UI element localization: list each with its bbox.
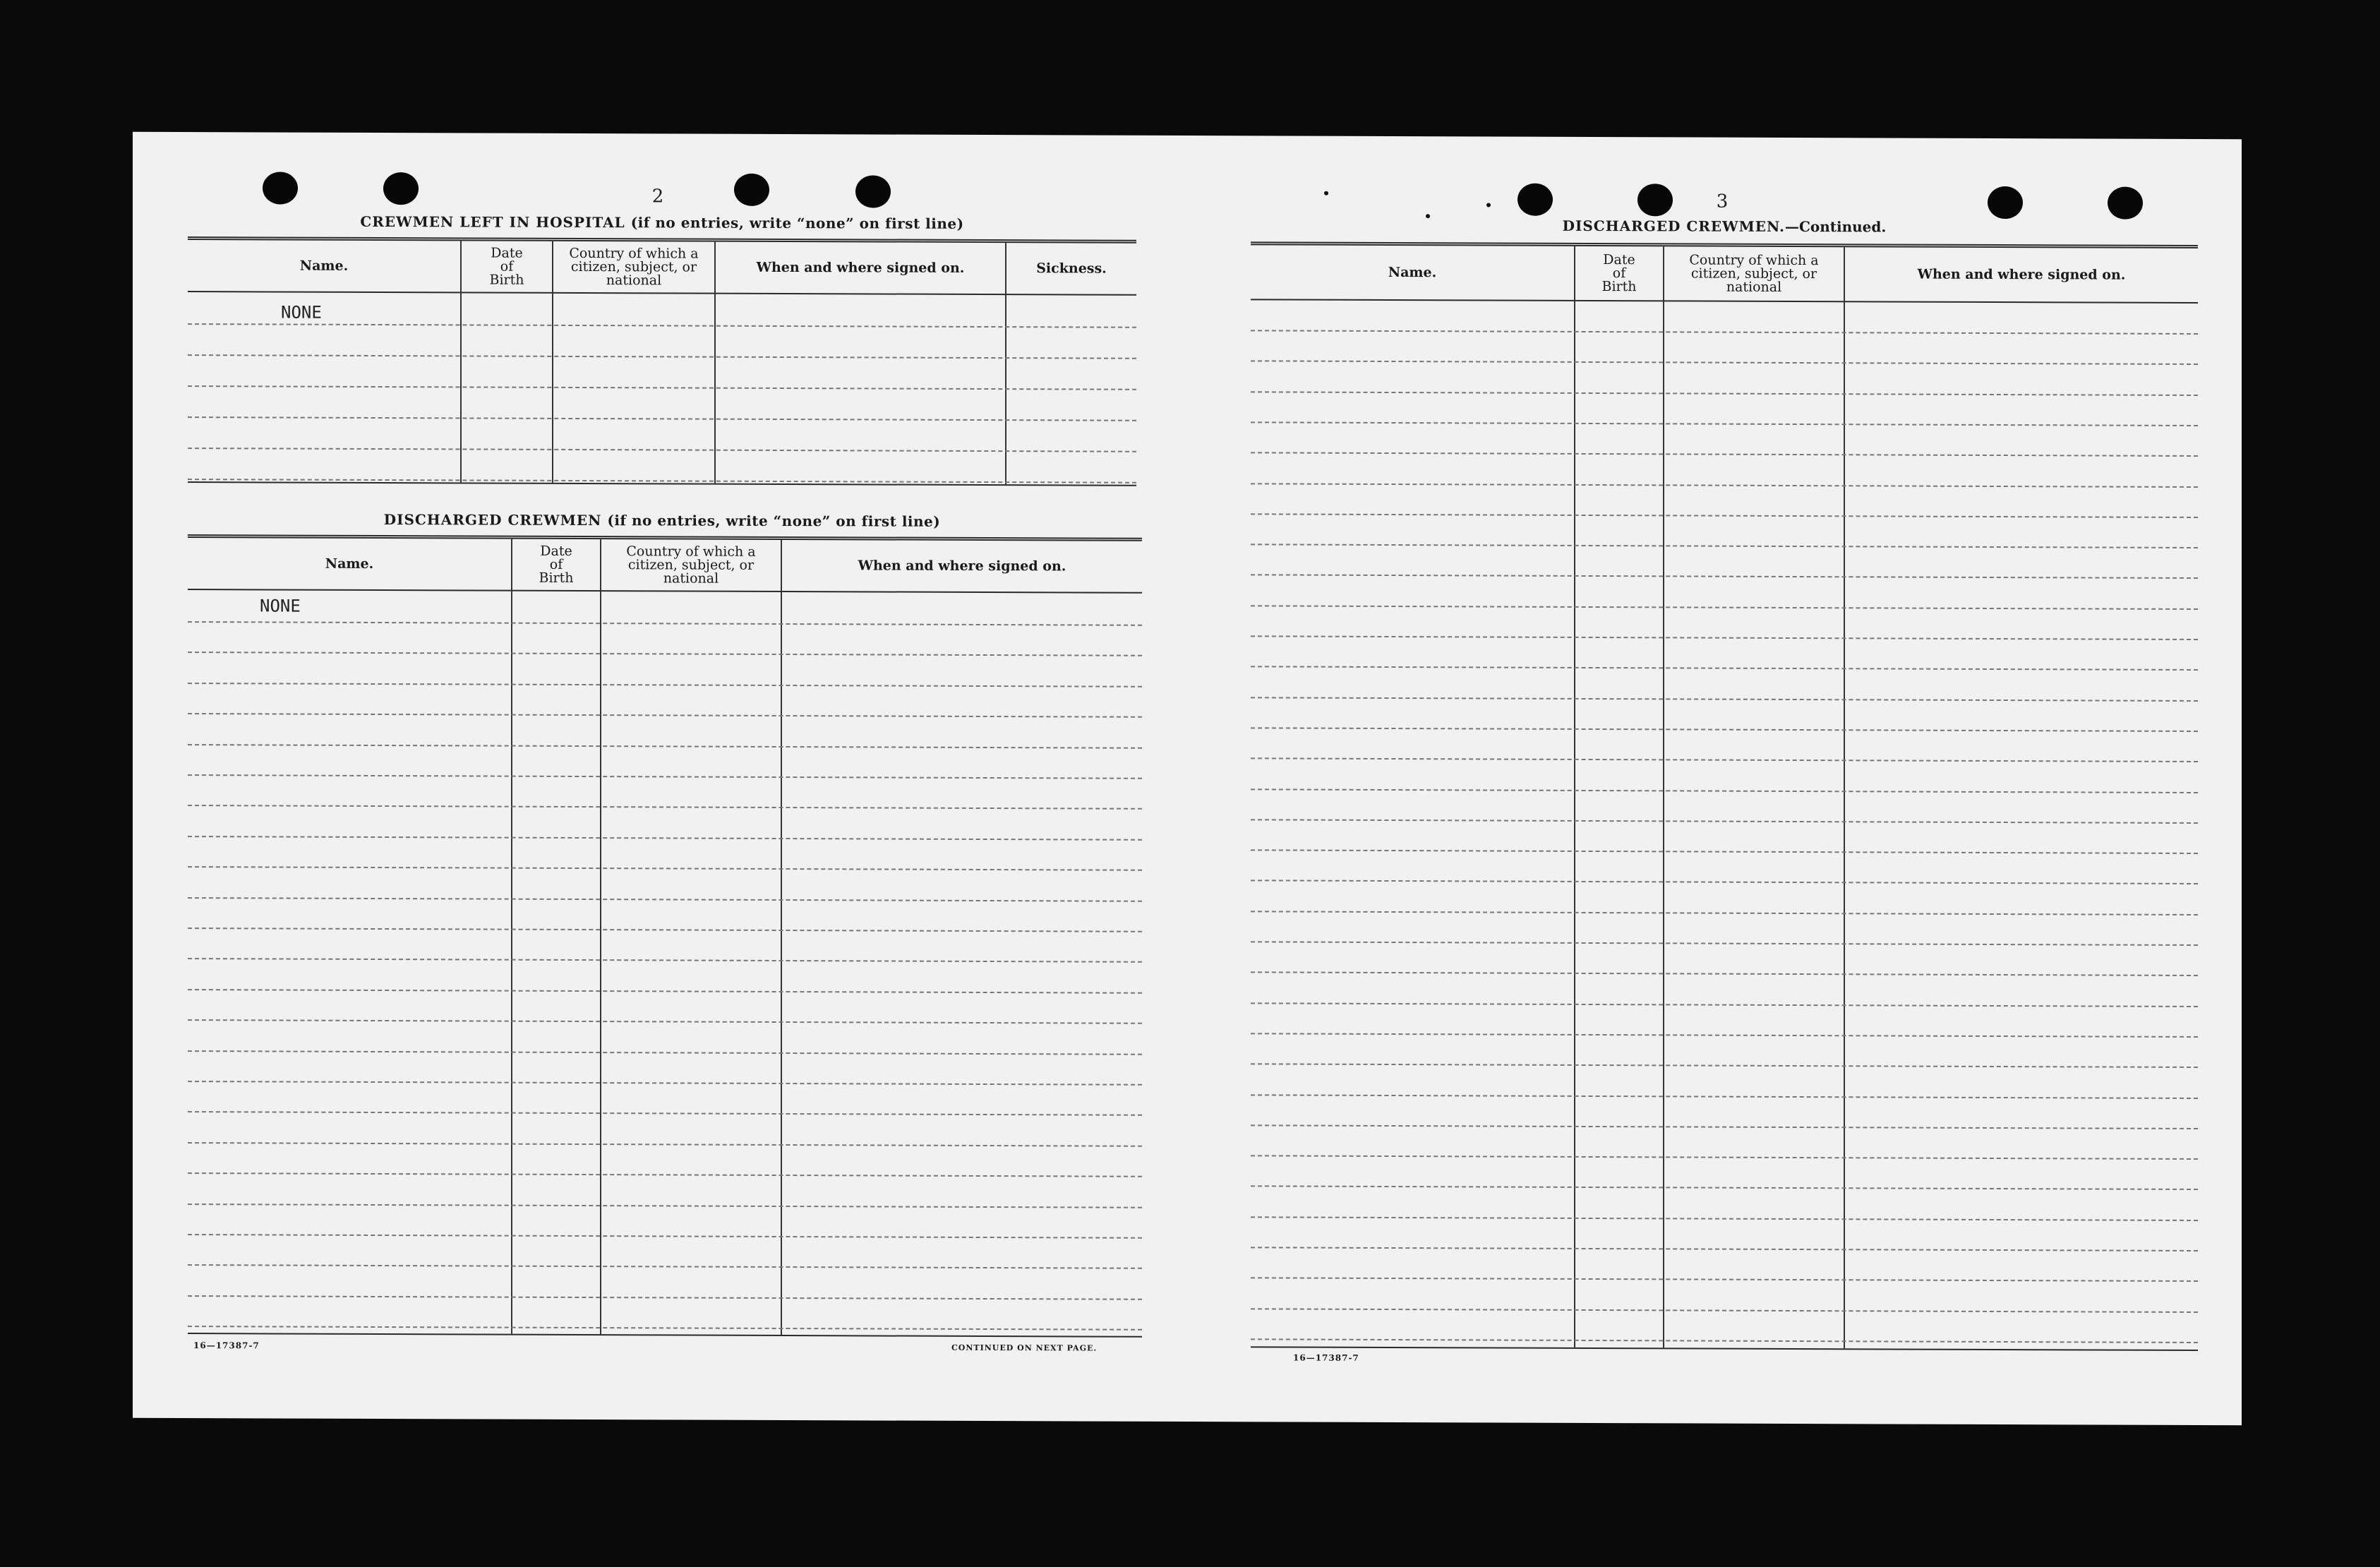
discharged-entry-name: NONE xyxy=(260,596,301,616)
ruled-line xyxy=(1251,544,2198,548)
ink-speck xyxy=(1324,191,1328,196)
ruled-line xyxy=(188,1264,1142,1269)
col-header-signed-on: When and where signed on. xyxy=(858,557,1066,574)
column-divider xyxy=(1005,243,1006,484)
punch-hole xyxy=(855,175,891,208)
ruled-line xyxy=(1251,1247,2198,1251)
punch-hole xyxy=(383,172,419,205)
ruled-line xyxy=(188,1295,1142,1300)
ruled-line xyxy=(188,1019,1142,1024)
ruled-line xyxy=(188,416,1136,421)
ruled-line xyxy=(188,744,1142,749)
hospital-table xyxy=(188,236,1136,486)
col-header-sickness: Sickness. xyxy=(1036,260,1107,277)
col-header-name: Name. xyxy=(1388,264,1437,280)
column-divider xyxy=(600,539,601,1334)
ruled-line xyxy=(1251,911,2198,915)
column-divider xyxy=(1663,246,1664,1347)
col-header-date-of-birth: Date of Birth xyxy=(489,245,524,288)
col-header-name: Name. xyxy=(325,556,374,572)
column-divider xyxy=(511,539,512,1334)
ruled-line xyxy=(1251,391,2198,396)
ruled-line xyxy=(1251,880,2198,885)
punch-hole xyxy=(1637,184,1673,216)
ruled-line xyxy=(1251,635,2198,640)
ruled-line xyxy=(1251,1308,2198,1313)
ruled-line xyxy=(1251,941,2198,946)
ruled-line xyxy=(1251,788,2198,793)
ruled-line xyxy=(188,958,1142,963)
form-number-right: 16—17387-7 xyxy=(1293,1352,1359,1363)
ruled-line xyxy=(1251,575,2198,580)
ruled-line xyxy=(1251,483,2198,488)
ruled-line xyxy=(1251,1064,2198,1069)
discharged-section-title xyxy=(188,510,1136,531)
column-divider xyxy=(460,241,462,482)
col-header-signed-on: When and where signed on. xyxy=(1917,266,2126,283)
ruled-line xyxy=(188,683,1142,688)
hospital-section-title xyxy=(188,212,1136,233)
ruled-line xyxy=(188,479,1136,484)
ruled-line xyxy=(188,989,1142,994)
discharged-continued-header xyxy=(1251,245,2198,304)
ink-speck xyxy=(1486,203,1491,207)
ruled-line xyxy=(188,774,1142,779)
col-header-signed-on: When and where signed on. xyxy=(756,259,965,276)
ruled-line xyxy=(1251,605,2198,610)
punch-hole xyxy=(734,174,769,206)
ruled-line xyxy=(1251,1124,2198,1129)
ruled-line xyxy=(1251,666,2198,671)
ruled-line xyxy=(1251,1002,2198,1007)
discharged-title-text: DISCHARGED CREWMEN xyxy=(383,511,602,529)
hospital-subtitle-text: (if no entries, write “none” on first line) xyxy=(630,214,964,232)
ruled-line xyxy=(1251,361,2198,366)
col-header-date-of-birth: Date of Birth xyxy=(539,543,574,586)
column-divider xyxy=(1844,247,1845,1348)
ruled-line xyxy=(188,354,1136,359)
ruled-line xyxy=(1251,1338,2198,1343)
column-divider xyxy=(552,241,553,483)
col-header-date-of-birth: Date of Birth xyxy=(1601,251,1637,294)
col-header-country: Country of which a citizen, subject, or national xyxy=(626,543,756,587)
ruled-line xyxy=(188,866,1142,871)
ruled-line xyxy=(188,1081,1142,1086)
discharged-table xyxy=(188,534,1142,1338)
column-divider xyxy=(1574,246,1575,1347)
ruled-line xyxy=(1251,697,2198,702)
col-header-country: Country of which a citizen, subject, or national xyxy=(569,245,699,288)
ruled-line xyxy=(1251,1186,2198,1191)
ruled-line xyxy=(188,927,1142,932)
ruled-line xyxy=(1251,1216,2198,1221)
ruled-line xyxy=(1251,849,2198,854)
page-number-left: 2 xyxy=(651,186,664,208)
ruled-line xyxy=(188,1172,1142,1177)
ruled-line xyxy=(1251,421,2198,426)
punch-hole xyxy=(2108,187,2143,220)
ruled-line xyxy=(1251,1278,2198,1283)
ruled-line xyxy=(188,897,1142,902)
ruled-line xyxy=(1251,513,2198,518)
ruled-line xyxy=(188,1142,1142,1147)
ruled-line xyxy=(188,1203,1142,1208)
discharged-continued-title xyxy=(1251,216,2198,236)
ruled-line xyxy=(1251,330,2198,335)
punch-hole xyxy=(1517,184,1553,216)
col-header-name: Name. xyxy=(299,258,349,274)
discharged-continued-table xyxy=(1251,241,2198,1351)
continued-subtitle-text: —Continued. xyxy=(1784,217,1887,236)
punch-hole xyxy=(263,172,298,204)
punch-hole xyxy=(1988,186,2023,219)
discharged-subtitle-text: (if no entries, write “none” on first line) xyxy=(607,512,941,530)
form-number-left: 16—17387-7 xyxy=(193,1340,260,1351)
ruled-line xyxy=(188,1111,1142,1116)
continued-note: CONTINUED ON NEXT PAGE. xyxy=(951,1343,1098,1353)
document-page xyxy=(133,132,2242,1425)
ruled-line xyxy=(1251,819,2198,824)
ruled-line xyxy=(188,448,1136,452)
ruled-line xyxy=(1251,1094,2198,1099)
ruled-line xyxy=(1251,972,2198,977)
ruled-line xyxy=(1251,452,2198,457)
ruled-line xyxy=(188,323,1136,328)
ruled-line xyxy=(188,652,1142,656)
discharged-table-header xyxy=(188,538,1142,594)
ruled-line xyxy=(188,621,1142,626)
ruled-line xyxy=(1251,1033,2198,1038)
ruled-line xyxy=(188,1326,1142,1331)
ruled-line xyxy=(188,713,1142,718)
hospital-entry-name: NONE xyxy=(281,302,322,323)
ruled-line xyxy=(1251,1155,2198,1160)
hospital-title-text: CREWMEN LEFT IN HOSPITAL xyxy=(360,212,625,232)
page-number-right: 3 xyxy=(1716,191,1729,212)
ruled-line xyxy=(188,805,1142,810)
ruled-line xyxy=(188,836,1142,841)
ruled-line xyxy=(188,1234,1142,1239)
col-header-country: Country of which a citizen, subject, or national xyxy=(1689,251,1819,295)
column-divider xyxy=(781,540,782,1335)
hospital-table-header xyxy=(188,240,1136,296)
column-divider xyxy=(714,242,716,484)
discharged-continued-title-text: DISCHARGED CREWMEN. xyxy=(1562,217,1785,235)
ruled-line xyxy=(1251,758,2198,763)
ruled-line xyxy=(188,1050,1142,1055)
ruled-line xyxy=(1251,727,2198,732)
ruled-line xyxy=(188,385,1136,390)
